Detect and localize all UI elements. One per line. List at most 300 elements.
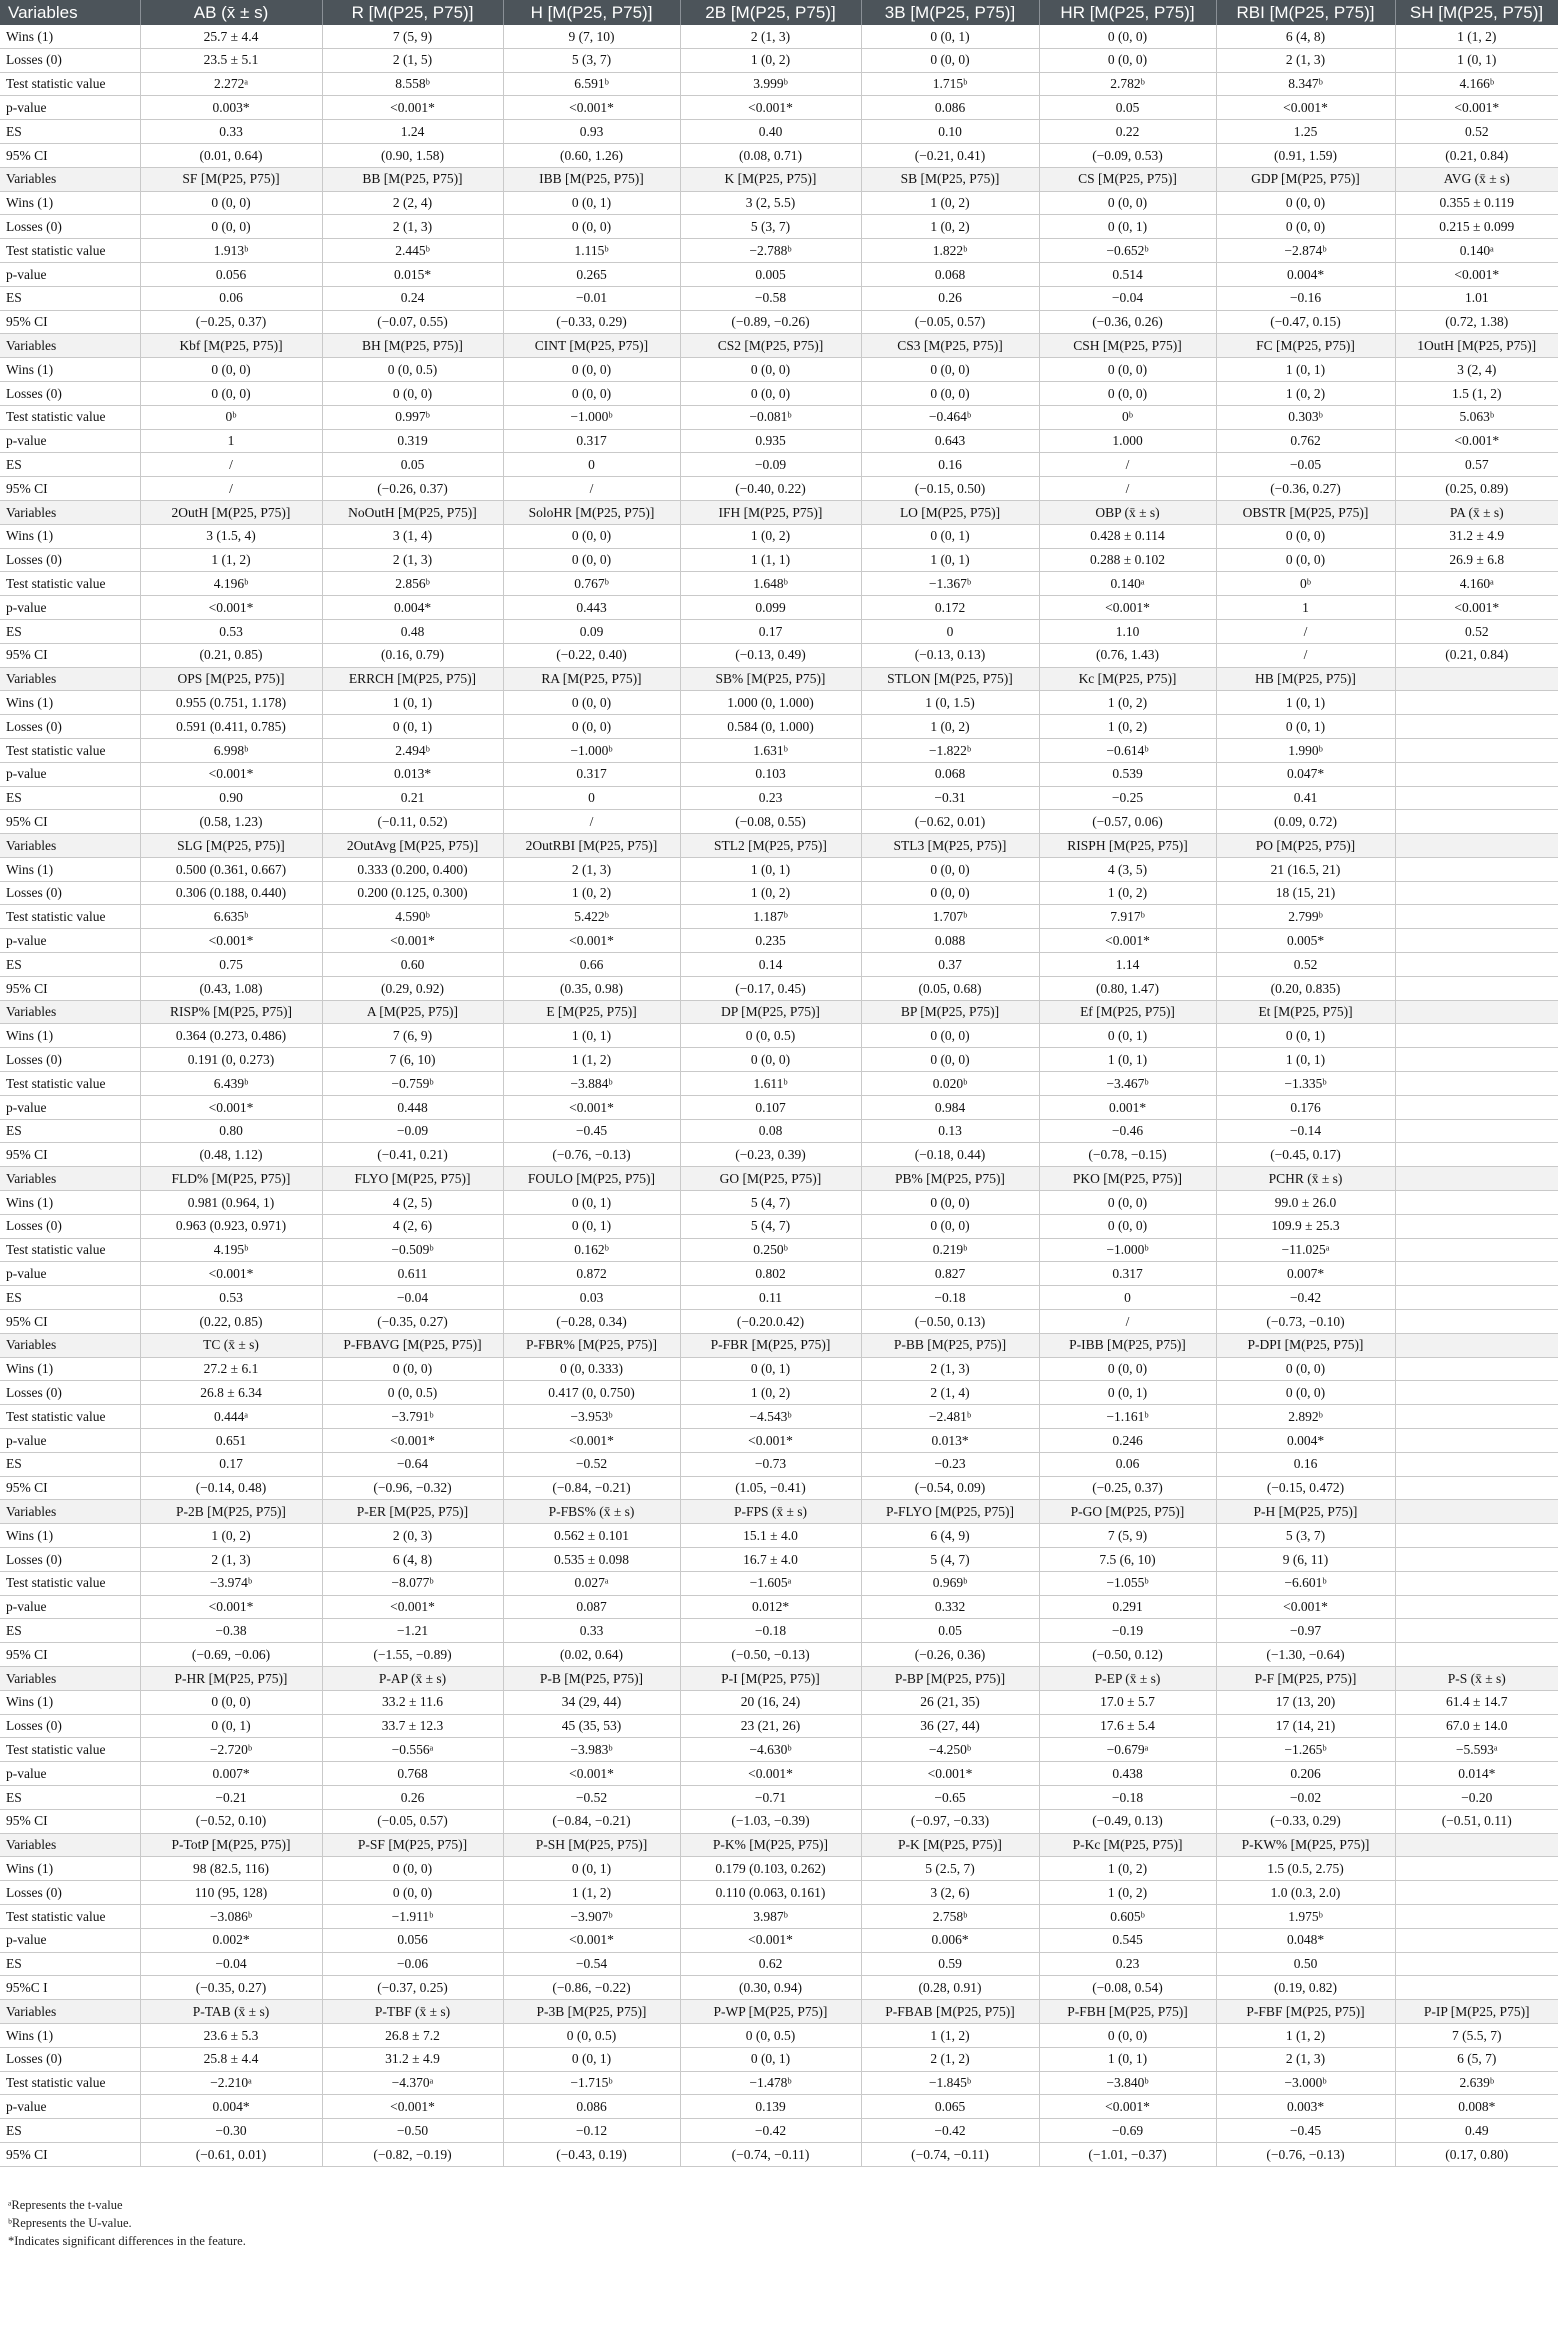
table-cell: 0.027ᵃ	[503, 1571, 680, 1595]
table-cell: AVG (x̄ ± s)	[1395, 167, 1558, 191]
row-label: 95% CI	[0, 1643, 140, 1667]
table-cell: 0.006*	[861, 1928, 1039, 1952]
table-row	[0, 96, 1558, 120]
table-cell: (−0.28, 0.34)	[503, 1310, 680, 1334]
table-row	[0, 1643, 1558, 1667]
table-cell: 0.768	[322, 1762, 503, 1786]
table-cell: 0 (0, 0)	[861, 1191, 1039, 1215]
table-cell	[1395, 1857, 1558, 1881]
table-cell: /	[140, 453, 322, 477]
table-cell: 7.5 (6, 10)	[1039, 1548, 1216, 1572]
table-cell: −0.38	[140, 1619, 322, 1643]
table-cell: 0	[1039, 1286, 1216, 1310]
table-cell: 2OutH [M(P25, P75)]	[140, 500, 322, 524]
table-cell: (−0.07, 0.55)	[322, 310, 503, 334]
table-cell: 0.265	[503, 262, 680, 286]
row-label: Wins (1)	[0, 1024, 140, 1048]
table-cell: 0.015*	[322, 262, 503, 286]
table-cell: (−0.11, 0.52)	[322, 810, 503, 834]
row-label: p-value	[0, 929, 140, 953]
table-row	[0, 715, 1558, 739]
table-cell: 1 (1, 1)	[680, 548, 861, 572]
table-cell: 6.591ᵇ	[503, 72, 680, 96]
table-cell: (−0.84, −0.21)	[503, 1809, 680, 1833]
table-cell: 0.056	[322, 1928, 503, 1952]
table-cell: (0.20, 0.835)	[1216, 976, 1395, 1000]
table-cell: −0.04	[140, 1952, 322, 1976]
table-row	[0, 72, 1558, 96]
table-cell	[1395, 667, 1558, 691]
row-label: Variables	[0, 500, 140, 524]
variables-row	[0, 1000, 1558, 1024]
table-cell: PKO [M(P25, P75)]	[1039, 1167, 1216, 1191]
table-cell: P-TAB (x̄ ± s)	[140, 2000, 322, 2024]
table-cell: A [M(P25, P75)]	[322, 1000, 503, 1024]
table-cell: 1 (0, 1)	[503, 1024, 680, 1048]
table-cell: <0.001*	[503, 929, 680, 953]
table-cell: 2.892ᵇ	[1216, 1405, 1395, 1429]
table-header-row	[0, 0, 1558, 25]
table-cell: 0.03	[503, 1286, 680, 1310]
table-cell: 0.047*	[1216, 762, 1395, 786]
row-label: ES	[0, 2119, 140, 2143]
table-row	[0, 1429, 1558, 1453]
row-label: Wins (1)	[0, 1524, 140, 1548]
table-cell: (0.21, 0.85)	[140, 643, 322, 667]
table-cell: (−0.74, −0.11)	[680, 2142, 861, 2166]
table-cell: 4.166ᵇ	[1395, 72, 1558, 96]
row-label: Variables	[0, 1500, 140, 1524]
row-label: ES	[0, 286, 140, 310]
table-cell: GDP [M(P25, P75)]	[1216, 167, 1395, 191]
table-cell: 0 (0, 0)	[1216, 191, 1395, 215]
table-cell: 26.8 ± 6.34	[140, 1381, 322, 1405]
table-cell: /	[1039, 1310, 1216, 1334]
table-cell: (0.08, 0.71)	[680, 143, 861, 167]
table-cell: 0.219ᵇ	[861, 1238, 1039, 1262]
row-label: Wins (1)	[0, 857, 140, 881]
table-cell: (−0.43, 0.19)	[503, 2142, 680, 2166]
table-cell: 5.063ᵇ	[1395, 405, 1558, 429]
table-cell: −1.911ᵇ	[322, 1904, 503, 1928]
table-cell: 0.014*	[1395, 1762, 1558, 1786]
table-cell: (0.01, 0.64)	[140, 143, 322, 167]
table-cell: −1.605ᵃ	[680, 1571, 861, 1595]
table-cell: 1.000	[1039, 429, 1216, 453]
table-cell: 1 (0, 2)	[861, 191, 1039, 215]
table-row	[0, 810, 1558, 834]
table-cell: 6 (4, 8)	[322, 1548, 503, 1572]
table-cell: 61.4 ± 14.7	[1395, 1690, 1558, 1714]
table-cell: 1 (0, 2)	[680, 48, 861, 72]
table-cell: 0 (0, 1)	[1216, 1024, 1395, 1048]
table-cell: 2 (1, 3)	[322, 548, 503, 572]
table-row	[0, 2142, 1558, 2166]
row-label: Test statistic value	[0, 72, 140, 96]
table-cell: −0.20	[1395, 1785, 1558, 1809]
table-cell: P-ER [M(P25, P75)]	[322, 1500, 503, 1524]
table-cell: <0.001*	[503, 1095, 680, 1119]
table-cell: −0.464ᵇ	[861, 405, 1039, 429]
table-cell: 0.80	[140, 1119, 322, 1143]
table-cell: 3.987ᵇ	[680, 1904, 861, 1928]
table-cell: HB [M(P25, P75)]	[1216, 667, 1395, 691]
table-cell: −3.000ᵇ	[1216, 2071, 1395, 2095]
table-cell	[1395, 762, 1558, 786]
table-cell: 1.975ᵇ	[1216, 1904, 1395, 1928]
table-cell: <0.001*	[140, 762, 322, 786]
table-cell: 0 (0, 0)	[1216, 1381, 1395, 1405]
table-cell	[1395, 1095, 1558, 1119]
table-cell	[1395, 929, 1558, 953]
table-cell: K [M(P25, P75)]	[680, 167, 861, 191]
row-label: ES	[0, 1619, 140, 1643]
table-cell: 0.41	[1216, 786, 1395, 810]
table-cell: 0.013*	[322, 762, 503, 786]
table-cell: 2 (2, 4)	[322, 191, 503, 215]
table-cell: 0 (0, 0)	[1039, 381, 1216, 405]
table-cell: 0.514	[1039, 262, 1216, 286]
table-cell	[1395, 1381, 1558, 1405]
table-cell: SoloHR [M(P25, P75)]	[503, 500, 680, 524]
table-cell: 0.099	[680, 596, 861, 620]
table-cell: 1.913ᵇ	[140, 239, 322, 263]
table-cell: P-FBS% (x̄ ± s)	[503, 1500, 680, 1524]
table-cell: −2.788ᵇ	[680, 239, 861, 263]
table-cell: 0.235	[680, 929, 861, 953]
row-label: Test statistic value	[0, 1072, 140, 1096]
table-cell: 1 (0, 1)	[1039, 2047, 1216, 2071]
table-cell: 0 (0, 1)	[503, 1857, 680, 1881]
row-label: Variables	[0, 334, 140, 358]
table-row	[0, 881, 1558, 905]
table-cell: 5 (3, 7)	[1216, 1524, 1395, 1548]
table-cell: −1.000ᵇ	[503, 405, 680, 429]
table-cell: P-K [M(P25, P75)]	[861, 1833, 1039, 1857]
table-cell: 4.590ᵇ	[322, 905, 503, 929]
table-cell	[1395, 810, 1558, 834]
table-cell: LO [M(P25, P75)]	[861, 500, 1039, 524]
table-cell: 7 (6, 9)	[322, 1024, 503, 1048]
table-cell: TC (x̄ ± s)	[140, 1333, 322, 1357]
table-cell: CS [M(P25, P75)]	[1039, 167, 1216, 191]
table-cell: −0.25	[1039, 786, 1216, 810]
table-cell: −0.04	[1039, 286, 1216, 310]
table-cell: −0.18	[680, 1619, 861, 1643]
table-cell: −0.23	[861, 1452, 1039, 1476]
table-cell: 0 (0, 0.333)	[503, 1357, 680, 1381]
table-row	[0, 691, 1558, 715]
table-cell: 98 (82.5, 116)	[140, 1857, 322, 1881]
table-cell: −0.58	[680, 286, 861, 310]
table-cell: 0 (0, 0)	[861, 857, 1039, 881]
table-cell: 6.635ᵇ	[140, 905, 322, 929]
table-cell: −1.161ᵇ	[1039, 1405, 1216, 1429]
table-cell: P-SH [M(P25, P75)]	[503, 1833, 680, 1857]
table-cell	[1395, 1976, 1558, 2000]
table-row	[0, 1191, 1558, 1215]
table-cell: (−0.35, 0.27)	[140, 1976, 322, 2000]
table-cell: 0.605ᵇ	[1039, 1904, 1216, 1928]
table-cell: <0.001*	[1395, 429, 1558, 453]
table-cell: 0.500 (0.361, 0.667)	[140, 857, 322, 881]
table-cell: <0.001*	[861, 1762, 1039, 1786]
table-cell: 1 (1, 2)	[503, 1881, 680, 1905]
table-cell: 0.012*	[680, 1595, 861, 1619]
table-cell: (−0.33, 0.29)	[503, 310, 680, 334]
row-label: Wins (1)	[0, 25, 140, 48]
row-label: Losses (0)	[0, 1048, 140, 1072]
table-cell	[1395, 1048, 1558, 1072]
table-cell: 0.246	[1039, 1429, 1216, 1453]
row-label: Losses (0)	[0, 215, 140, 239]
table-cell	[1395, 857, 1558, 881]
table-cell: −3.884ᵇ	[503, 1072, 680, 1096]
table-cell: 6.439ᵇ	[140, 1072, 322, 1096]
row-label: Test statistic value	[0, 1571, 140, 1595]
table-cell: −4.370ᵃ	[322, 2071, 503, 2095]
table-cell: 0 (0, 0)	[1039, 48, 1216, 72]
table-cell: (0.29, 0.92)	[322, 976, 503, 1000]
table-cell: 2.494ᵇ	[322, 738, 503, 762]
table-cell: 0 (0, 0)	[140, 215, 322, 239]
table-cell: 25.7 ± 4.4	[140, 25, 322, 48]
table-cell: 23.6 ± 5.3	[140, 2023, 322, 2047]
table-cell: −3.467ᵇ	[1039, 1072, 1216, 1096]
table-cell: P-K% [M(P25, P75)]	[680, 1833, 861, 1857]
table-cell	[1395, 1952, 1558, 1976]
table-cell: (−0.41, 0.21)	[322, 1143, 503, 1167]
table-cell: 0.14	[680, 953, 861, 977]
table-cell: 110 (95, 128)	[140, 1881, 322, 1905]
table-cell: 1 (1, 2)	[1216, 2023, 1395, 2047]
table-cell: 0.162ᵇ	[503, 1238, 680, 1262]
table-cell: (−0.14, 0.48)	[140, 1476, 322, 1500]
table-row	[0, 286, 1558, 310]
table-row	[0, 1690, 1558, 1714]
table-cell: −0.42	[680, 2119, 861, 2143]
table-cell: −0.97	[1216, 1619, 1395, 1643]
table-cell: 0.110 (0.063, 0.161)	[680, 1881, 861, 1905]
table-row	[0, 25, 1558, 48]
table-cell: −1.055ᵇ	[1039, 1571, 1216, 1595]
table-cell: 0 (0, 1)	[1039, 1024, 1216, 1048]
table-cell: (0.28, 0.91)	[861, 1976, 1039, 2000]
row-label: Variables	[0, 834, 140, 858]
table-cell: 7.917ᵇ	[1039, 905, 1216, 929]
table-row	[0, 1143, 1558, 1167]
table-cell: 0 (0, 0)	[503, 715, 680, 739]
table-cell: 1.115ᵇ	[503, 239, 680, 263]
table-row	[0, 1524, 1558, 1548]
table-cell: 0 (0, 0)	[503, 691, 680, 715]
table-cell: 5 (3, 7)	[503, 48, 680, 72]
table-cell: 17.0 ± 5.7	[1039, 1690, 1216, 1714]
row-label: Losses (0)	[0, 1548, 140, 1572]
table-cell: 1 (0, 2)	[680, 1381, 861, 1405]
table-cell: 1.990ᵇ	[1216, 738, 1395, 762]
table-cell: 0 (0, 0.5)	[322, 358, 503, 382]
table-row	[0, 738, 1558, 762]
table-cell: 1 (0, 1)	[322, 691, 503, 715]
table-row	[0, 1976, 1558, 2000]
table-row	[0, 1809, 1558, 1833]
table-cell: 99.0 ± 26.0	[1216, 1191, 1395, 1215]
footnote-t-value: ᵃRepresents the t-value	[8, 2198, 123, 2212]
row-label: ES	[0, 786, 140, 810]
row-label: Variables	[0, 1000, 140, 1024]
table-cell: 0 (0, 0)	[1216, 1357, 1395, 1381]
table-cell: 4.196ᵇ	[140, 572, 322, 596]
table-row	[0, 477, 1558, 501]
row-label: Variables	[0, 1333, 140, 1357]
table-cell: (−0.74, −0.11)	[861, 2142, 1039, 2166]
table-cell: (−0.57, 0.06)	[1039, 810, 1216, 834]
row-label: p-value	[0, 596, 140, 620]
table-cell: (0.91, 1.59)	[1216, 143, 1395, 167]
table-cell: 0	[503, 786, 680, 810]
table-row	[0, 1857, 1558, 1881]
table-cell: (−0.45, 0.17)	[1216, 1143, 1395, 1167]
table-row	[0, 1262, 1558, 1286]
table-cell: 0.08	[680, 1119, 861, 1143]
table-row	[0, 905, 1558, 929]
table-cell: 0 (0, 0)	[1216, 215, 1395, 239]
table-cell: −0.46	[1039, 1119, 1216, 1143]
table-cell: 0.17	[140, 1452, 322, 1476]
table-cell: 0.088	[861, 929, 1039, 953]
table-cell: 0.068	[861, 762, 1039, 786]
table-cell: (−0.17, 0.45)	[680, 976, 861, 1000]
table-cell: −2.720ᵇ	[140, 1738, 322, 1762]
table-cell	[1395, 953, 1558, 977]
table-cell: 0.37	[861, 953, 1039, 977]
table-cell: 0 (0, 1)	[503, 1214, 680, 1238]
table-cell: 1.631ᵇ	[680, 738, 861, 762]
table-cell: 6 (4, 9)	[861, 1524, 1039, 1548]
table-row	[0, 358, 1558, 382]
table-cell: (−0.78, −0.15)	[1039, 1143, 1216, 1167]
row-label: ES	[0, 1119, 140, 1143]
table-cell: −3.983ᵇ	[503, 1738, 680, 1762]
table-cell: 8.558ᵇ	[322, 72, 503, 96]
table-cell: 0.007*	[1216, 1262, 1395, 1286]
table-cell: 0.16	[1216, 1452, 1395, 1476]
table-cell: 0.53	[140, 1286, 322, 1310]
table-cell: P-FBAVG [M(P25, P75)]	[322, 1333, 503, 1357]
table-cell	[1395, 1619, 1558, 1643]
table-cell: <0.001*	[503, 1429, 680, 1453]
table-cell: 0 (0, 0)	[1216, 524, 1395, 548]
table-cell	[1395, 1452, 1558, 1476]
table-cell: 1 (0, 2)	[861, 215, 1039, 239]
row-label: Test statistic value	[0, 405, 140, 429]
table-cell: 2.856ᵇ	[322, 572, 503, 596]
table-row	[0, 1595, 1558, 1619]
table-cell: 0 (0, 0)	[503, 381, 680, 405]
table-cell: 0.52	[1395, 120, 1558, 144]
table-cell: (−0.33, 0.29)	[1216, 1809, 1395, 1833]
table-cell	[1395, 1405, 1558, 1429]
table-cell: −0.42	[861, 2119, 1039, 2143]
table-row	[0, 1714, 1558, 1738]
table-cell: RISP% [M(P25, P75)]	[140, 1000, 322, 1024]
table-cell: −3.840ᵇ	[1039, 2071, 1216, 2095]
table-row	[0, 548, 1558, 572]
row-label: Test statistic value	[0, 1238, 140, 1262]
table-cell: 0 (0, 0)	[503, 524, 680, 548]
table-cell: (0.17, 0.80)	[1395, 2142, 1558, 2166]
table-cell: 0.003*	[140, 96, 322, 120]
table-cell: 1 (0, 2)	[1039, 881, 1216, 905]
table-cell: (−0.13, 0.13)	[861, 643, 1039, 667]
table-cell: 0.303ᵇ	[1216, 405, 1395, 429]
table-cell: (0.80, 1.47)	[1039, 976, 1216, 1000]
table-cell: P-EP (x̄ ± s)	[1039, 1666, 1216, 1690]
row-label: p-value	[0, 262, 140, 286]
table-cell: 1.611ᵇ	[680, 1072, 861, 1096]
table-cell: 0.002*	[140, 1928, 322, 1952]
table-cell: (0.43, 1.08)	[140, 976, 322, 1000]
table-cell: 0.762	[1216, 429, 1395, 453]
table-row	[0, 1119, 1558, 1143]
table-cell: 109.9 ± 25.3	[1216, 1214, 1395, 1238]
table-cell: P-DPI [M(P25, P75)]	[1216, 1333, 1395, 1357]
table-cell: (−0.49, 0.13)	[1039, 1809, 1216, 1833]
table-cell: 0.443	[503, 596, 680, 620]
table-cell: 2.782ᵇ	[1039, 72, 1216, 96]
table-cell: STL2 [M(P25, P75)]	[680, 834, 861, 858]
table-cell: 0.05	[861, 1619, 1039, 1643]
table-cell: 1.715ᵇ	[861, 72, 1039, 96]
table-row	[0, 572, 1558, 596]
table-cell: 0.981 (0.964, 1)	[140, 1191, 322, 1215]
table-cell: −3.791ᵇ	[322, 1405, 503, 1429]
table-cell: (−0.62, 0.01)	[861, 810, 1039, 834]
row-label: ES	[0, 453, 140, 477]
table-cell: 2 (1, 2)	[861, 2047, 1039, 2071]
row-label: 95% CI	[0, 1143, 140, 1167]
table-cell: 1 (0, 2)	[680, 524, 861, 548]
table-cell: 1 (0, 2)	[503, 881, 680, 905]
table-cell: 1 (0, 1)	[1216, 691, 1395, 715]
table-cell: (−0.82, −0.19)	[322, 2142, 503, 2166]
table-cell: CINT [M(P25, P75)]	[503, 334, 680, 358]
table-cell: <0.001*	[503, 1762, 680, 1786]
table-cell: 0.364 (0.273, 0.486)	[140, 1024, 322, 1048]
table-cell: 0.26	[322, 1785, 503, 1809]
table-cell: −0.64	[322, 1452, 503, 1476]
table-cell: 0ᵇ	[1216, 572, 1395, 596]
table-cell: 0.802	[680, 1262, 861, 1286]
table-cell: 0.651	[140, 1429, 322, 1453]
table-cell: 1 (0, 2)	[1216, 381, 1395, 405]
table-row	[0, 2095, 1558, 2119]
table-cell: 1.000 (0, 1.000)	[680, 691, 861, 715]
variables-row	[0, 167, 1558, 191]
table-cell: <0.001*	[322, 1429, 503, 1453]
row-label: Wins (1)	[0, 1690, 140, 1714]
table-cell: 33.7 ± 12.3	[322, 1714, 503, 1738]
table-row	[0, 524, 1558, 548]
table-cell: OBSTR [M(P25, P75)]	[1216, 500, 1395, 524]
table-cell: 0.06	[1039, 1452, 1216, 1476]
row-label: 95% CI	[0, 1310, 140, 1334]
row-label: Wins (1)	[0, 1357, 140, 1381]
table-cell: 2.799ᵇ	[1216, 905, 1395, 929]
table-cell: 0 (0, 1)	[503, 2047, 680, 2071]
table-cell: /	[503, 477, 680, 501]
